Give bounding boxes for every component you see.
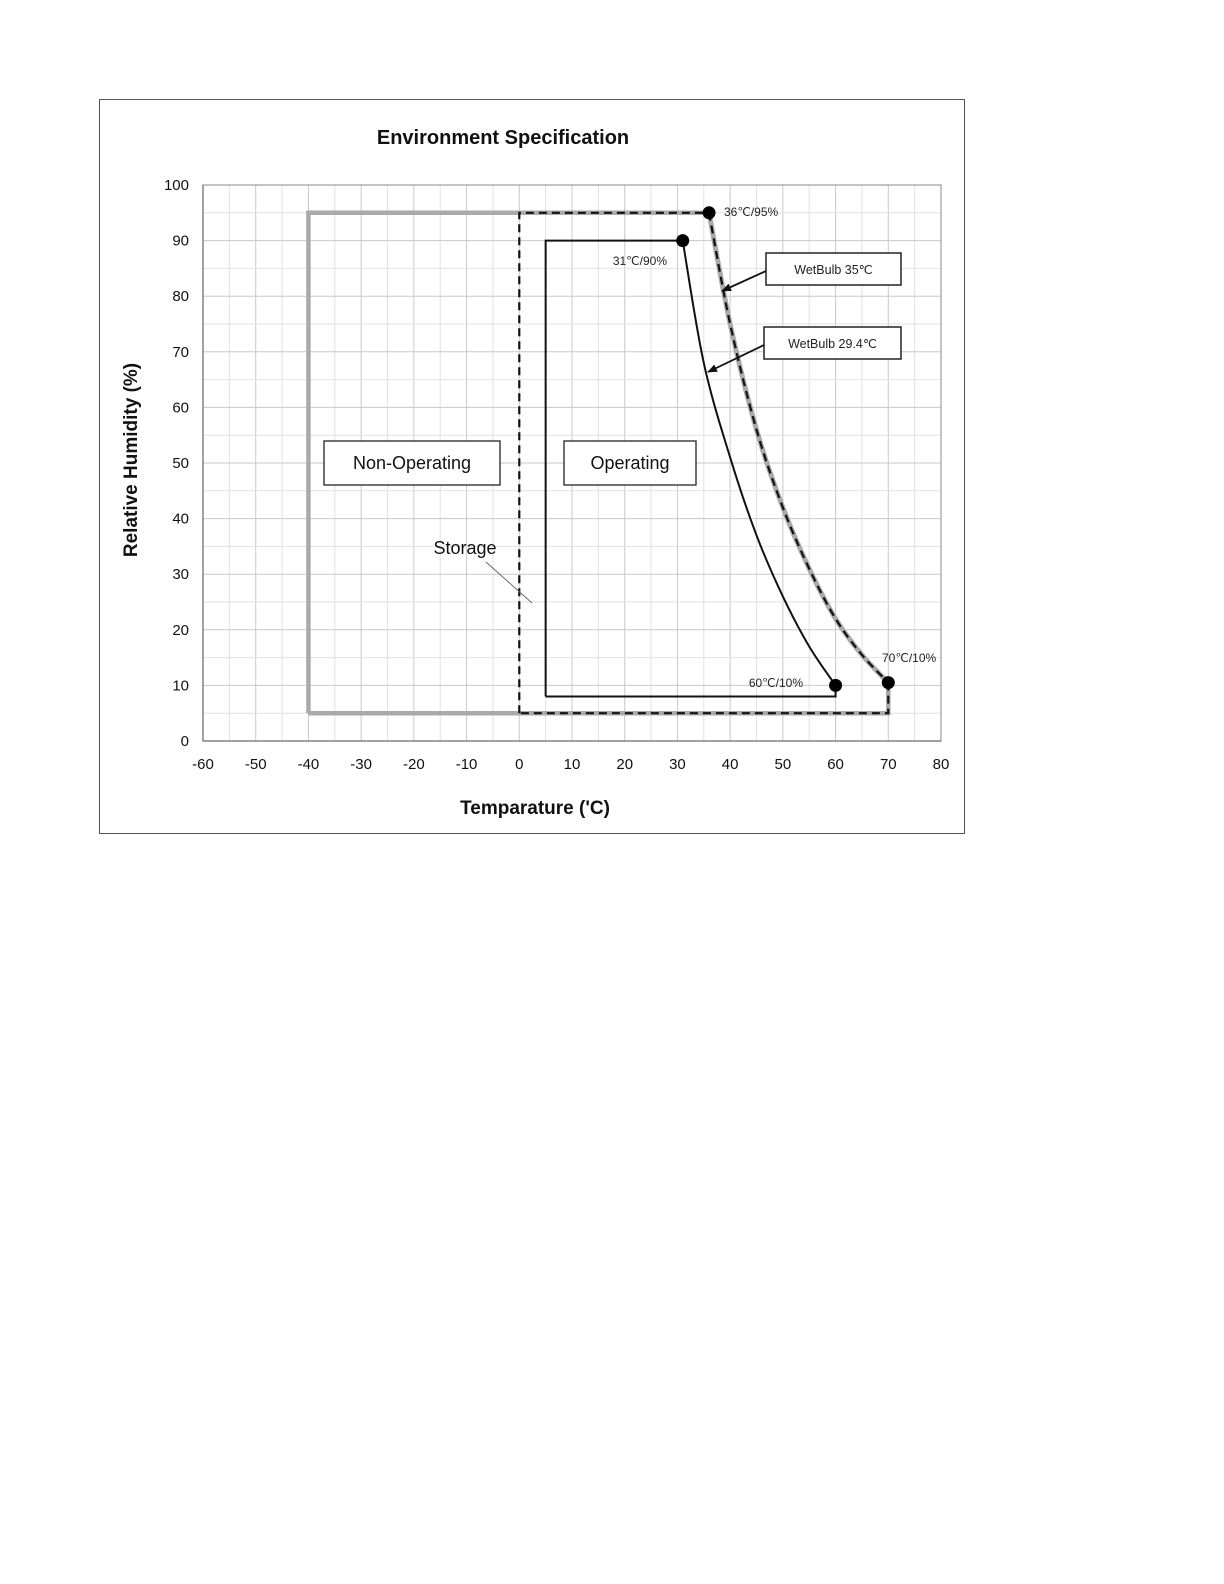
x-tick-label: 70	[879, 756, 897, 773]
y-tick-labels	[164, 177, 189, 750]
x-tick-label: 30	[669, 756, 686, 773]
x-tick-label: -20	[403, 756, 425, 773]
chart-svg	[100, 100, 966, 835]
y-axis-title: Relative Humidity (%)	[121, 362, 142, 558]
wetbulb-35-label: WetBulb 35℃	[794, 263, 873, 277]
operating-label: Operating	[590, 453, 670, 473]
data-point-marker	[676, 234, 689, 247]
y-tick-label: 70	[172, 343, 189, 361]
wetbulb-35-arrow	[722, 271, 766, 291]
y-tick-label: 60	[172, 399, 189, 417]
data-point-marker	[882, 676, 895, 689]
data-point-marker	[829, 679, 842, 692]
annotations	[324, 253, 901, 603]
x-axis-title: Temparature ('C)	[460, 798, 610, 819]
x-tick-label: -60	[192, 756, 214, 773]
chart-title: Environment Specification	[376, 127, 630, 149]
wetbulb-29-label: WetBulb 29.4℃	[788, 337, 877, 351]
x-tick-label: 80	[932, 756, 950, 773]
x-tick-labels	[192, 756, 949, 773]
y-tick-label: 10	[172, 677, 189, 695]
y-tick-label: 0	[180, 733, 189, 750]
x-tick-label: -10	[455, 756, 478, 773]
non-operating-label: Non-Operating	[352, 453, 472, 473]
data-point-marker	[703, 206, 716, 219]
x-tick-label: 60	[827, 756, 844, 773]
y-tick-label: 40	[172, 510, 189, 528]
y-tick-label: 100	[163, 177, 189, 194]
data-point-label: 31℃/90%	[612, 254, 667, 268]
x-tick-label: 0	[515, 756, 524, 773]
x-tick-label: 40	[721, 756, 739, 773]
data-point-label: 60℃/10%	[748, 676, 803, 690]
x-tick-label: 20	[616, 756, 634, 773]
y-tick-label: 50	[172, 455, 189, 472]
y-tick-label: 90	[172, 232, 189, 250]
storage-label: Storage	[433, 538, 497, 558]
data-point-label: 70℃/10%	[882, 651, 937, 665]
x-tick-label: -50	[244, 756, 267, 773]
x-tick-label: -40	[297, 756, 320, 773]
x-tick-label: 50	[774, 756, 792, 773]
x-tick-label: -30	[350, 756, 372, 773]
x-tick-label: 10	[563, 756, 581, 773]
y-tick-label: 20	[172, 621, 189, 639]
chart-frame	[99, 99, 965, 834]
y-tick-label: 30	[172, 566, 189, 584]
data-point-label: 36℃/95%	[724, 205, 779, 219]
y-tick-label: 80	[172, 288, 189, 306]
